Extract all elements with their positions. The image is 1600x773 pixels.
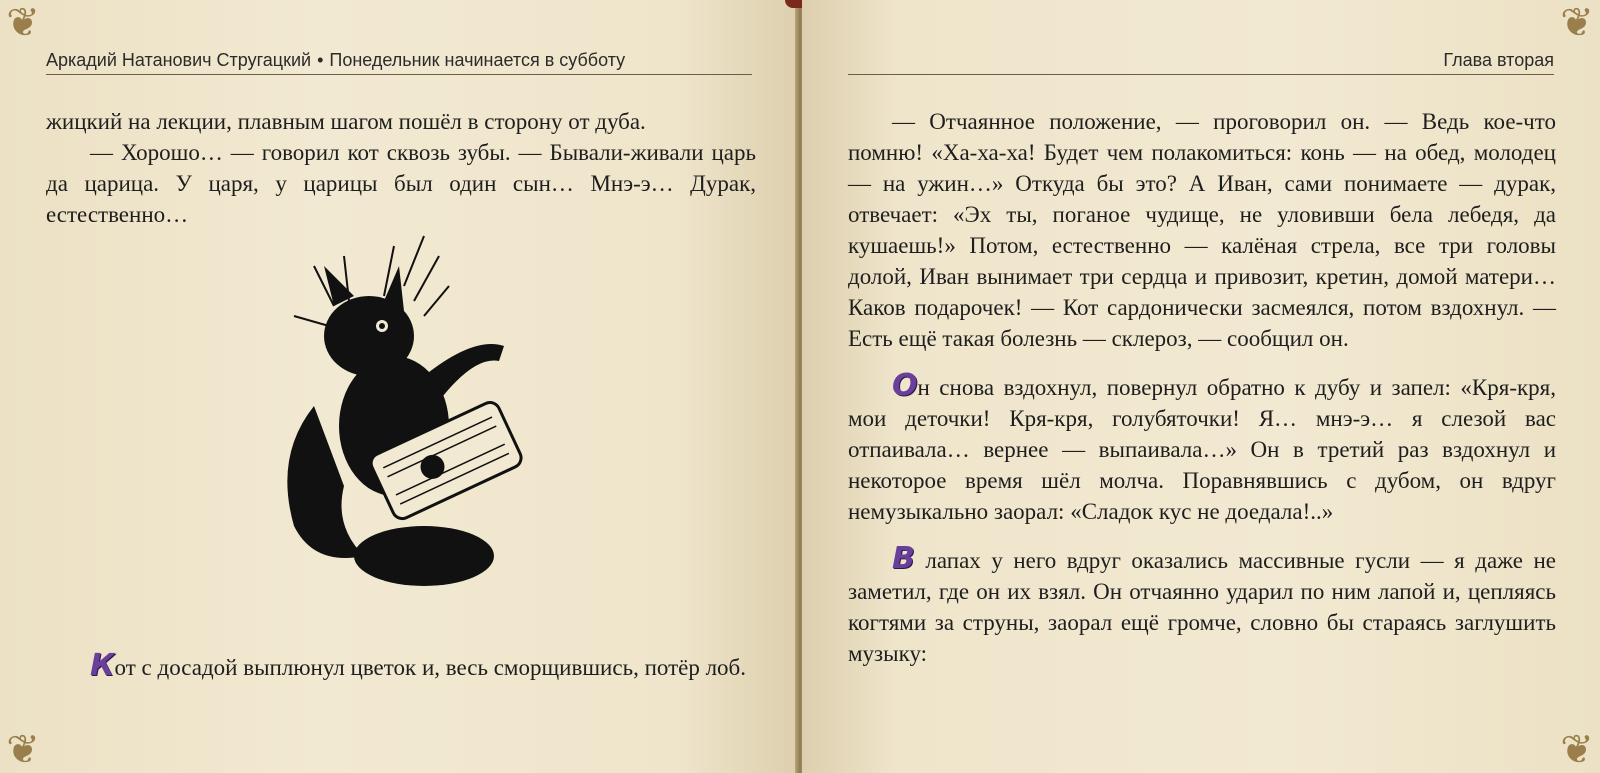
ornament-corner-icon: ❦ [1560, 0, 1594, 45]
running-header-right [848, 46, 1554, 75]
paragraph-text: лапах у него вдруг оказались массивные гусли — я даже не заметил, где он их взял. Он отчаянно ударил по ним лапой и, цепляясь когтями за струны, заорал ещё громче, словно бы стараясь заглушить музыку: [848, 548, 1556, 666]
right-page-text [848, 106, 1556, 669]
running-header-left [46, 46, 752, 75]
dropcap: В [892, 541, 915, 576]
left-page-text [46, 106, 756, 230]
paragraph: жицкий на лекции, плавным шагом пошёл в сторону от дуба. [46, 109, 646, 134]
book-title: Понедельник начинается в субботу [329, 50, 626, 70]
paragraph: — Отчаянное положение, — проговорил он. — Ведь кое-что помню! «Ха-ха-ха! Будет чем полакомиться: конь — на обед, молодец — на ужин…» Откуда бы это? А Иван, сами понимаете — дурак, отвечает: «Эх ты, поганое чудище, не уловивши бела лебедя, да кушаешь!» Потом, естественно — калёная стрела, все три головы долой, Иван вынимает три сердца и привозит, кретин, домой матери… Каков подарочек! — Кот сардонически засмеялся, потом вздохнул. — Есть ещё такая болезнь — склероз, — сообщил он. [848, 109, 1556, 351]
paragraph-text: от с досадой выплюнул цветок и, весь сморщившись, потёр лоб. [114, 655, 747, 680]
left-page[interactable] [0, 0, 798, 773]
author-name: Аркадий Натанович Стругацкий [46, 50, 312, 70]
right-page[interactable] [802, 0, 1600, 773]
header-separator: • [317, 50, 324, 70]
left-page-last-paragraph [46, 650, 756, 683]
ornament-corner-icon: ❦ [6, 727, 40, 772]
paragraph: — Хорошо… — говорил кот сквозь зубы. — Бывали-живали царь да царица. У царя, у царицы был один сын… Мнэ-э… Дурак, естественно… [46, 140, 756, 227]
cat-with-gusli-illustration [274, 226, 534, 616]
ornament-corner-icon: ❦ [1560, 727, 1594, 772]
paragraph-text: н снова вздохнул, повернул обратно к дубу и запел: «Кря-кря, мои деточки! Кря-кря, голубяточки! Я… мнэ-э… я слезой вас отпаивала… вернее — выпаивала…» Он в третий раз вздохнул и некоторое время шёл молча. Поравнявшись с дубом, он вдруг немузыкально заорал: «Сладок кус не доедала!..» [848, 375, 1556, 524]
dropcap: О [892, 368, 918, 403]
ornament-corner-icon: ❦ [6, 0, 40, 45]
chapter-title: Глава вторая [1443, 50, 1554, 70]
dropcap: К [90, 648, 115, 683]
